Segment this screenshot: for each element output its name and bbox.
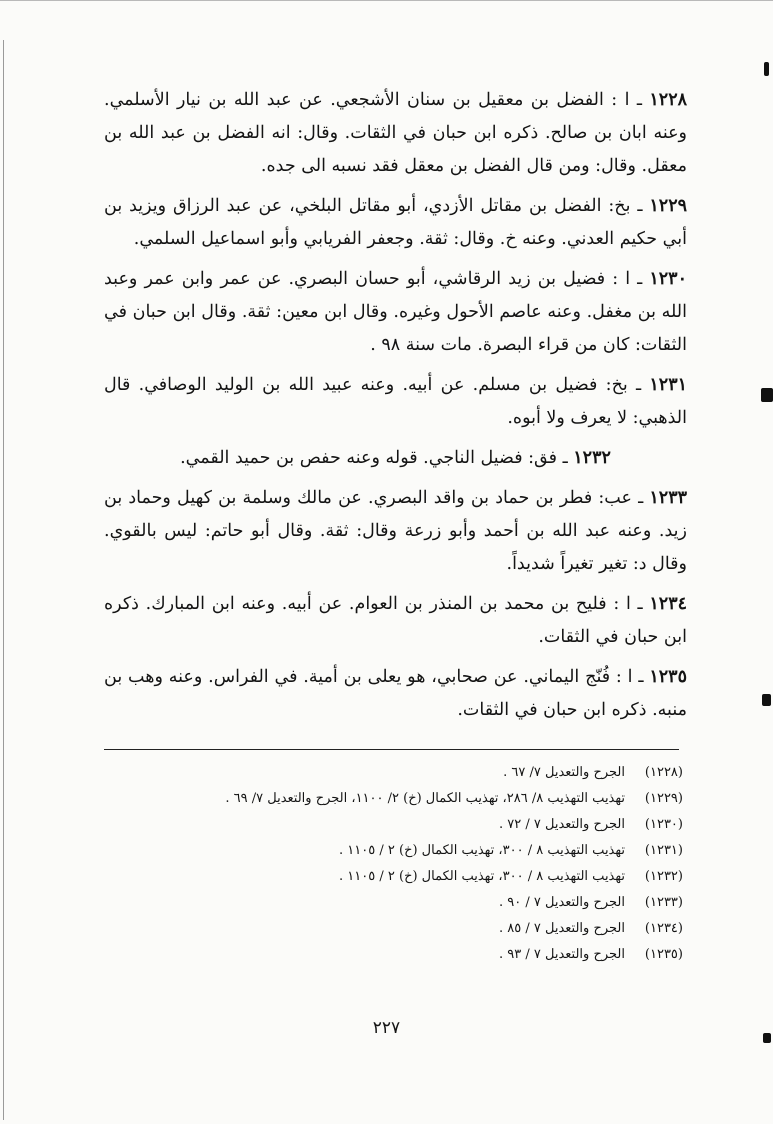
footnote [112, 838, 687, 864]
footnote [112, 942, 687, 968]
entry-1229: ١٢٢٩ ـ بخ: الفضل بن مقاتل الأزدي، أبو مقاتل البلخي، عن عبد الرزاق ويزيد بن أبي حكيم العدني. وعنه خ. وقال: ثقة. وجعفر الفريابي وأبو اسماعيل السلمي. [104, 196, 687, 249]
entry-1231: ١٢٣١ ـ بخ: فضيل بن مسلم. عن أبيه. وعنه عبيد الله بن الوليد الوصافي. قال الذهبي: لا يعرف ولا أبوه. [104, 375, 687, 428]
entry-number: ١٢٣٢ [573, 448, 611, 468]
footnote [112, 812, 687, 838]
scan-speck-mark [762, 694, 771, 706]
footnote-number: (١٢٣٥) [644, 947, 683, 962]
page-number: ٢٢٧ [372, 1018, 401, 1038]
footnote [112, 890, 687, 916]
entry-text: فق: فضيل الناجي. قوله وعنه حفص بن حميد القمي. [180, 448, 558, 468]
footnote-number: (١٢٣٣) [644, 895, 683, 910]
footnote-number: (١٢٣٢) [644, 869, 683, 884]
entry-number: ١٢٣٤ [649, 594, 687, 614]
footnote-number: (١٢٣٤) [644, 921, 683, 936]
footnote-text: تهذيب التهذيب ٨ / ٣٠٠، تهذيب الكمال (خ) ٢ / ١١٠٥ . [339, 869, 625, 884]
main-text [104, 84, 687, 734]
entry-number: ١٢٢٩ [649, 196, 687, 216]
entry-text: ا : فليح بن محمد بن المنذر بن العوام. عن أبيه. وعنه ابن المبارك. ذكره ابن حبان في الثقات. [104, 594, 687, 647]
footnote-number: (١٢٣١) [644, 843, 683, 858]
entry-text: ا : فضيل بن زيد الرقاشي، أبو حسان البصري. عن عمر وابن عمر وعبد الله بن مغفل. وعنه عاصم الأحول وغيره. وقال ابن معين: ثقة. وقال ابن حبان في الثقات: كان من قراء البصرة. مات سنة ٩٨ . [104, 269, 687, 355]
entry-number: ١٢٣٣ [649, 488, 687, 508]
entry-text: ا : الفضل بن معقيل بن سنان الأشجعي. عن عبد الله بن نيار الأسلمي. وعنه ابان بن صالح. ذكره ابن حبان في الثقات. وقال: انه الفضل بن عبد الله بن معقل. وقال: ومن قال الفضل بن معقل فقد نسبه الى جده. [104, 90, 687, 176]
footnotes [112, 760, 687, 968]
entry-number: ١٢٢٨ [649, 90, 687, 110]
footnote-text: تهذيب التهذيب ٨ / ٣٠٠، تهذيب الكمال (خ) ٢ / ١١٠٥ . [339, 843, 625, 858]
entry-text: عب: فطر بن حماد بن واقد البصري. عن مالك وسلمة بن كهيل وحماد بن زيد. وعنه عبد الله بن أحمد وأبو زرعة وقال: ثقة. وقال أبو حاتم: ليس بالقوي. وقال د: تغير تغيراً شديداً. [104, 488, 687, 574]
scan-speck-mark [764, 62, 769, 76]
footnote-text: الجرح والتعديل ٧ / ٧٢ . [498, 817, 625, 832]
footnote [112, 786, 687, 812]
footnote-text: الجرح والتعديل ٧ / ٨٥ . [498, 921, 625, 936]
scan-speck-mark [761, 388, 773, 402]
entry-number: ١٢٣٥ [649, 667, 687, 687]
entry-1235: ١٢٣٥ ـ ا : فُنّج اليماني. عن صحابي، هو يعلى بن أمية. في الفراس. وعنه وهب بن منبه. ذكره ابن حبان في الثقات. [104, 667, 687, 720]
entry-text: ا : فُنّج اليماني. عن صحابي، هو يعلى بن أمية. في الفراس. وعنه وهب بن منبه. ذكره ابن حبان في الثقات. [104, 667, 687, 720]
footnote-text: الجرح والتعديل ٧ / ٩٠ . [498, 895, 625, 910]
footnote [112, 916, 687, 942]
entry-1232: ١٢٣٢ ـ فق: فضيل الناجي. قوله وعنه حفص بن حميد القمي. [180, 448, 611, 468]
entry-number: ١٢٣١ [649, 375, 687, 395]
scan-edge-top [0, 0, 773, 6]
footnote-number: (١٢٢٨) [644, 765, 683, 780]
footnote [112, 864, 687, 890]
footnote-divider [104, 749, 679, 750]
footnote-number: (١٢٢٩) [644, 791, 683, 806]
footnote-text: الجرح والتعديل ٧ / ٩٣ . [498, 947, 625, 962]
footnote-text: الجرح والتعديل ٧/ ٦٧ . [503, 765, 625, 780]
entry-text: بخ: فضيل بن مسلم. عن أبيه. وعنه عبيد الله بن الوليد الوصافي. قال الذهبي: لا يعرف ولا أبوه. [104, 375, 687, 428]
footnote-text: تهذيب التهذيب ٨/ ٢٨٦، تهذيب الكمال (خ) ٢/ ١١٠٠، الجرح والتعديل ٧/ ٦٩ . [225, 791, 625, 806]
entry-1228: ١٢٢٨ ـ ا : الفضل بن معقيل بن سنان الأشجعي. عن عبد الله بن نيار الأسلمي. وعنه ابان بن صالح. ذكره ابن حبان في الثقات. وقال: انه الفضل بن عبد الله بن معقل. وقال: ومن قال الفضل بن معقل فقد نسبه الى جده. [104, 90, 687, 176]
entry-1234: ١٢٣٤ ـ ا : فليح بن محمد بن المنذر بن العوام. عن أبيه. وعنه ابن المبارك. ذكره ابن حبان في الثقات. [104, 594, 687, 647]
scan-edge-left [3, 40, 4, 1120]
entry-number: ١٢٣٠ [649, 269, 687, 289]
entry-text: بخ: الفضل بن مقاتل الأزدي، أبو مقاتل البلخي، عن عبد الرزاق ويزيد بن أبي حكيم العدني. وعنه خ. وقال: ثقة. وجعفر الفريابي وأبو اسماعيل السلمي. [104, 196, 687, 249]
entry-1230: ١٢٣٠ ـ ا : فضيل بن زيد الرقاشي، أبو حسان البصري. عن عمر وابن عمر وعبد الله بن مغفل. وعنه عاصم الأحول وغيره. وقال ابن معين: ثقة. وقال ابن حبان في الثقات: كان من قراء البصرة. مات سنة ٩٨ . [104, 269, 687, 355]
entry-1233: ١٢٣٣ ـ عب: فطر بن حماد بن واقد البصري. عن مالك وسلمة بن كهيل وحماد بن زيد. وعنه عبد الله بن أحمد وأبو زرعة وقال: ثقة. وقال أبو حاتم: ليس بالقوي. وقال د: تغير تغيراً شديداً. [104, 488, 687, 574]
footnote [112, 760, 687, 786]
footnote-number: (١٢٣٠) [644, 817, 683, 832]
